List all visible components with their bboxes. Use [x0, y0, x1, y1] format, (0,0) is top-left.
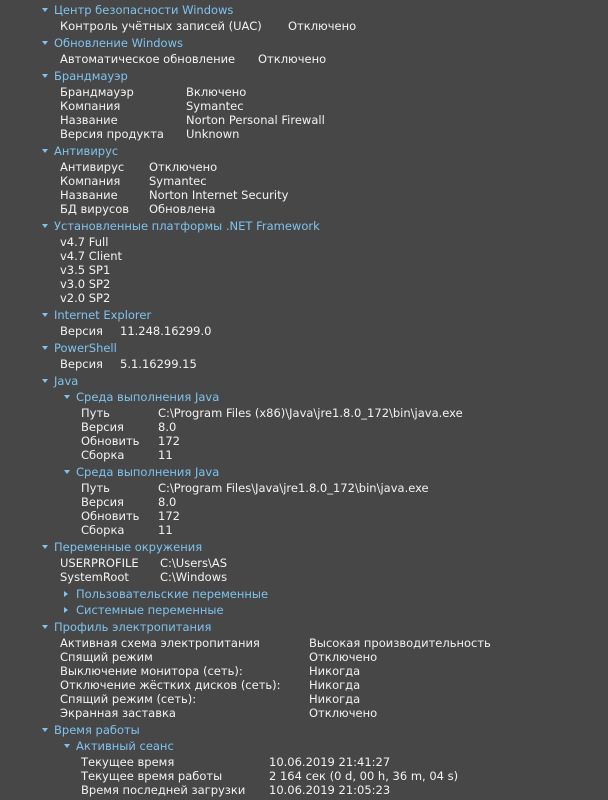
- row-value: Отключено: [309, 650, 378, 664]
- section-title: Java: [54, 374, 79, 388]
- java-runtime-header[interactable]: [64, 465, 219, 480]
- section-title: PowerShell: [54, 341, 117, 355]
- section-ie-header[interactable]: [42, 308, 151, 323]
- power-row: [60, 678, 600, 693]
- row-value: 11.248.16299.0: [120, 324, 212, 338]
- row-key: SystemRoot: [60, 570, 129, 584]
- row-value: C:\Program Files\Java\jre1.8.0_172\bin\java.exe: [158, 481, 429, 495]
- row-value: Unknown: [186, 127, 240, 141]
- section-powershell-header[interactable]: [42, 341, 117, 356]
- subsection-title: Среда выполнения Java: [76, 465, 220, 479]
- dotnet-version-item: v3.5 SP1: [60, 263, 111, 277]
- java-row: [81, 406, 601, 421]
- section-env-header[interactable]: [42, 540, 202, 555]
- row-value: Никогда: [309, 692, 361, 706]
- row-value: Symantec: [186, 99, 244, 113]
- row-value: Отключено: [309, 706, 378, 720]
- row-key: Обновить: [81, 434, 140, 448]
- row-key: Сборка: [81, 523, 125, 537]
- row-value: 172: [158, 434, 180, 448]
- antivirus-row: [60, 202, 600, 217]
- section-dotnet-header[interactable]: [42, 219, 320, 234]
- section-title: Центр безопасности Windows: [54, 3, 234, 17]
- expand-arrow-icon[interactable]: [64, 744, 70, 748]
- subsection-title: Среда выполнения Java: [76, 390, 220, 404]
- row-value: Обновлена: [149, 202, 216, 216]
- dotnet-version-item: v3.0 SP2: [60, 277, 111, 291]
- row-value: 172: [158, 509, 180, 523]
- env-row: [60, 570, 600, 585]
- row-key: Обновить: [81, 509, 140, 523]
- java-row: [81, 434, 601, 449]
- row-value: C:\Windows: [160, 570, 228, 584]
- row-value: Отключено: [258, 52, 327, 66]
- expand-arrow-icon[interactable]: [64, 607, 68, 613]
- powershell-row: [60, 357, 600, 372]
- subsection-title: Пользовательские переменные: [76, 587, 269, 601]
- section-power-header[interactable]: [42, 620, 211, 635]
- section-firewall-header[interactable]: [42, 69, 128, 84]
- row-value: Norton Personal Firewall: [186, 113, 325, 127]
- dotnet-version-item: v4.7 Full: [60, 235, 109, 249]
- row-key: USERPROFILE: [60, 556, 139, 570]
- row-value: C:\Program Files (x86)\Java\jre1.8.0_172\bin\java.exe: [158, 406, 463, 420]
- section-security-header[interactable]: [42, 3, 233, 18]
- java-row: [81, 495, 601, 510]
- power-row: [60, 664, 600, 679]
- expand-arrow-icon[interactable]: [64, 591, 68, 597]
- firewall-row: [60, 127, 600, 142]
- section-title: Установленные платформы .NET Framework: [54, 219, 320, 233]
- update-row: [60, 52, 600, 67]
- row-value: Включено: [186, 85, 247, 99]
- firewall-row: [60, 113, 600, 128]
- row-key: Версия: [60, 324, 103, 338]
- uptime-row: [81, 755, 601, 770]
- section-title: Internet Explorer: [54, 308, 152, 322]
- row-value: 5.1.16299.15: [120, 357, 197, 371]
- row-value: Отключено: [288, 19, 357, 33]
- row-value: 11: [158, 448, 173, 462]
- expand-arrow-icon[interactable]: [42, 224, 48, 228]
- section-title: Переменные окружения: [54, 540, 203, 554]
- firewall-row: [60, 99, 600, 114]
- expand-arrow-icon[interactable]: [42, 8, 48, 12]
- row-value: Никогда: [309, 678, 361, 692]
- power-row: [60, 692, 600, 707]
- row-key: Сборка: [81, 448, 125, 462]
- row-value: Высокая производительность: [309, 636, 491, 650]
- system-variables-node[interactable]: [64, 603, 224, 618]
- dotnet-version-item: v2.0 SP2: [60, 291, 111, 305]
- expand-arrow-icon[interactable]: [42, 41, 48, 45]
- row-value: 8.0: [158, 495, 177, 509]
- expand-arrow-icon[interactable]: [64, 470, 70, 474]
- java-runtime-header[interactable]: [64, 390, 219, 405]
- section-title: Антивирус: [54, 144, 119, 158]
- java-row: [81, 523, 601, 538]
- row-value: 10.06.2019 21:05:23: [269, 783, 391, 797]
- row-key: Версия продукта: [60, 127, 164, 141]
- section-uptime-header[interactable]: [42, 723, 140, 738]
- row-value: 8.0: [158, 420, 177, 434]
- section-update-header[interactable]: [42, 36, 183, 51]
- antivirus-row: [60, 174, 600, 189]
- row-key: Контроль учётных записей (UAC): [60, 19, 262, 33]
- java-row: [81, 481, 601, 496]
- row-key: Время последней загрузки: [81, 783, 246, 797]
- row-key: Экранная заставка: [60, 706, 176, 720]
- expand-arrow-icon[interactable]: [42, 313, 48, 317]
- java-row: [81, 509, 601, 524]
- row-key: Название: [60, 188, 118, 202]
- row-key: Активная схема электропитания: [60, 636, 260, 650]
- row-key: Выключение монитора (сеть):: [60, 664, 243, 678]
- row-key: Путь: [81, 406, 110, 420]
- row-key: БД вирусов: [60, 202, 130, 216]
- row-value: 2 164 сек (0 d, 00 h, 36 m, 04 s): [269, 769, 459, 783]
- expand-arrow-icon[interactable]: [42, 728, 48, 732]
- uptime-row: [81, 783, 601, 798]
- row-value: Отключено: [149, 160, 218, 174]
- subsection-title: Системные переменные: [76, 603, 224, 617]
- antivirus-row: [60, 160, 600, 175]
- row-key: Брандмауэр: [60, 85, 134, 99]
- section-title: Брандмауэр: [54, 69, 128, 83]
- uptime-row: [81, 769, 601, 784]
- expand-arrow-icon[interactable]: [64, 395, 70, 399]
- row-value: Norton Internet Security: [149, 188, 289, 202]
- row-key: Антивирус: [60, 160, 125, 174]
- ie-row: [60, 324, 600, 339]
- power-row: [60, 706, 600, 721]
- row-key: Версия: [81, 420, 124, 434]
- java-row: [81, 420, 601, 435]
- row-key: Название: [60, 113, 118, 127]
- expand-arrow-icon[interactable]: [42, 74, 48, 78]
- row-key: Версия: [60, 357, 103, 371]
- expand-arrow-icon[interactable]: [42, 625, 48, 629]
- expand-arrow-icon[interactable]: [42, 149, 48, 153]
- java-row: [81, 448, 601, 463]
- row-value: Никогда: [309, 664, 361, 678]
- expand-arrow-icon[interactable]: [42, 545, 48, 549]
- user-variables-node[interactable]: [64, 587, 268, 602]
- section-java-header[interactable]: [42, 374, 78, 389]
- section-title: Обновление Windows: [54, 36, 183, 50]
- env-row: [60, 556, 600, 571]
- section-antivirus-header[interactable]: [42, 144, 118, 159]
- antivirus-row: [60, 188, 600, 203]
- row-value: 10.06.2019 21:41:27: [269, 755, 391, 769]
- row-key: Путь: [81, 481, 110, 495]
- row-key: Компания: [60, 174, 121, 188]
- row-key: Автоматическое обновление: [60, 52, 236, 66]
- expand-arrow-icon[interactable]: [42, 379, 48, 383]
- section-title: Профиль электропитания: [54, 620, 212, 634]
- row-value: 11: [158, 523, 173, 537]
- firewall-row: [60, 85, 600, 100]
- active-session-header[interactable]: [64, 739, 174, 754]
- power-row: [60, 650, 600, 665]
- security-row: [60, 19, 600, 34]
- row-key: Версия: [81, 495, 124, 509]
- power-row: [60, 636, 600, 651]
- row-key: Спящий режим: [60, 650, 153, 664]
- row-key: Компания: [60, 99, 121, 113]
- row-value: C:\Users\AS: [160, 556, 228, 570]
- row-value: Symantec: [149, 174, 207, 188]
- section-title: Время работы: [54, 723, 140, 737]
- row-key: Спящий режим (сеть):: [60, 692, 197, 706]
- row-key: Текущее время: [81, 755, 175, 769]
- expand-arrow-icon[interactable]: [42, 346, 48, 350]
- row-key: Текущее время работы: [81, 769, 223, 783]
- row-key: Отключение жёстких дисков (сеть):: [60, 678, 281, 692]
- subsection-title: Активный сеанс: [76, 739, 174, 753]
- dotnet-version-item: v4.7 Client: [60, 249, 123, 263]
